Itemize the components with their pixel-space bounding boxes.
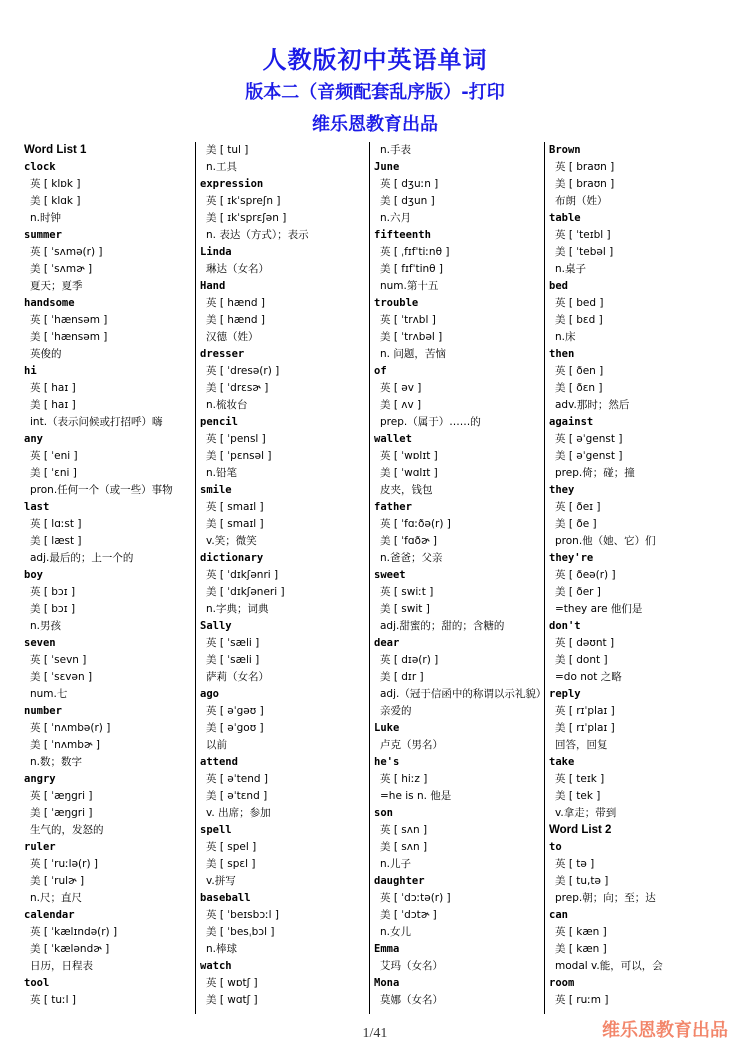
entry-line: 英 [ hiːz ] — [380, 773, 428, 785]
entry-line: 英 [ ˈeni ] — [30, 450, 78, 462]
entry-line: 美 [ əˈgoʊ ] — [206, 722, 264, 734]
entry-line: modal v.能，可以，会 — [555, 960, 663, 972]
entry-line: 英 [ ˈsæli ] — [206, 637, 260, 649]
entry-line: 美 [ hænd ] — [206, 314, 265, 326]
headword: handsome — [24, 297, 75, 309]
headword: bed — [549, 280, 568, 292]
headword: they're — [549, 552, 594, 564]
entry-line: 英 [ ruːm ] — [555, 994, 609, 1006]
entry-line: 英 [ bɔɪ ] — [30, 586, 76, 598]
headword: dear — [374, 637, 400, 649]
entry-line: 美 [ ˈrulɚ ] — [30, 875, 85, 887]
headword: he's — [374, 756, 400, 768]
column-1 — [20, 142, 196, 1014]
entry-line: 美 [ ðer ] — [555, 586, 601, 598]
entry-line: 英 [ ˈtrʌbl ] — [380, 314, 436, 326]
entry-line: 英 [ bed ] — [555, 297, 604, 309]
entry-line: 美 [ bɛd ] — [555, 314, 603, 326]
entry-line: 英 [ teɪk ] — [555, 773, 605, 785]
headword: ago — [200, 688, 219, 700]
headword: attend — [200, 756, 238, 768]
entry-line: 布朗（姓） — [555, 195, 608, 207]
entry-line: 美 [ kæn ] — [555, 943, 607, 955]
headword: ruler — [24, 841, 56, 853]
entry-line: 美 [ sʌn ] — [380, 841, 428, 853]
entry-line: 夏天；夏季 — [30, 280, 83, 292]
entry-line: 英 [ ˈnʌmbə(r) ] — [30, 722, 111, 734]
headword: calendar — [24, 909, 75, 921]
entry-line: 美 [ ˈæŋgri ] — [30, 807, 93, 819]
entry-line: 美 [ ˈdɪkʃəneri ] — [206, 586, 285, 598]
entry-line: =he is n. 他是 — [380, 790, 452, 802]
headword: fifteenth — [374, 229, 431, 241]
entry-line: n.手表 — [380, 144, 411, 156]
headword: son — [374, 807, 393, 819]
entry-line: 美 [ dont ] — [555, 654, 608, 666]
entry-line: 英 [ ˈteɪbl ] — [555, 229, 611, 241]
headword: Emma — [374, 943, 400, 955]
document-subtitle: 版本二（音频配套乱序版）-打印 — [245, 82, 505, 103]
entry-line: 英 [ kæn ] — [555, 926, 607, 938]
entry-line: 英 [ dʒuːn ] — [380, 178, 439, 190]
entry-line: 美 [ ˈsʌmɚ ] — [30, 263, 93, 275]
entry-line: 美 [ læst ] — [30, 535, 82, 547]
entry-line: 美 [ klɑk ] — [30, 195, 81, 207]
publisher-label: 维乐恩教育出品 — [312, 114, 438, 135]
entry-line: 英 [ əv ] — [380, 382, 422, 394]
entry-line: 萨莉（女名） — [206, 671, 269, 683]
headword: to — [549, 841, 562, 853]
entry-line: 美 [ ˈtebəl ] — [555, 246, 614, 258]
document-title: 人教版初中英语单词 — [262, 46, 488, 74]
entry-line: n.字典；词典 — [206, 603, 269, 615]
entry-line: 美 [ ˈsæli ] — [206, 654, 260, 666]
entry-line: 英 [ əˈgəʊ ] — [206, 705, 264, 717]
entry-line: 美 [ ˈtrʌbəl ] — [380, 331, 443, 343]
entry-line: 皮夹，钱包 — [380, 484, 433, 496]
page-number: 1/41 — [362, 1026, 388, 1041]
column-3 — [369, 142, 545, 1014]
entry-line: 英 [ ðeɪ ] — [555, 501, 601, 513]
headword: Luke — [374, 722, 400, 734]
entry-line: 美 [ bɔɪ ] — [30, 603, 76, 615]
headword: of — [374, 365, 387, 377]
entry-line: 美 [ əˈtɛnd ] — [206, 790, 268, 802]
headword: daughter — [374, 875, 425, 887]
entry-line: n.男孩 — [30, 620, 61, 632]
headword: Brown — [549, 144, 581, 156]
entry-line: 英 [ klɒk ] — [30, 178, 81, 190]
entry-line: 美 [ rɪˈplaɪ ] — [555, 722, 615, 734]
entry-line: n. 问题，苦恼 — [380, 348, 446, 360]
entry-line: adj.甜蜜的；甜的；含糖的 — [380, 620, 505, 632]
entry-line: 莫娜（女名） — [380, 994, 443, 1006]
entry-line: 美 [ tu,tə ] — [555, 875, 609, 887]
entry-line: n.尺；直尺 — [30, 892, 82, 904]
entry-line: 美 [ ðɛn ] — [555, 382, 603, 394]
entry-line: v.拿走；带到 — [555, 807, 617, 819]
entry-line: n.六月 — [380, 212, 411, 224]
entry-line: 英 [ tuːl ] — [30, 994, 76, 1006]
headword: smile — [200, 484, 232, 496]
headword: take — [549, 756, 575, 768]
headword: Linda — [200, 246, 232, 258]
word-list-columns — [20, 142, 730, 1014]
entry-line: 美 [ ˈdɔtɚ ] — [380, 909, 437, 921]
headword: wallet — [374, 433, 412, 445]
headword: expression — [200, 178, 264, 190]
entry-line: 生气的，发怒的 — [30, 824, 104, 836]
entry-line: 美 [ ˈpɛnsəl ] — [206, 450, 272, 462]
entry-line: 英 [ sʌn ] — [380, 824, 428, 836]
entry-line: 美 [ ˈhænsəm ] — [30, 331, 108, 343]
entry-line: 艾玛（女名） — [380, 960, 443, 972]
entry-line: 回答，回复 — [555, 739, 608, 751]
headword: clock — [24, 161, 56, 173]
entry-line: 美 [ tul ] — [206, 144, 249, 156]
entry-line: 英 [ ˈkælɪndə(r) ] — [30, 926, 118, 938]
headword: father — [374, 501, 412, 513]
entry-line: 英 [ ɪkˈspreʃn ] — [206, 195, 281, 207]
entry-line: n.梳妆台 — [206, 399, 248, 411]
entry-line: 美 [ ˈnʌmbɚ ] — [30, 739, 100, 751]
entry-line: prep.朝；向；至；达 — [555, 892, 656, 904]
entry-line: 英 [ swiːt ] — [380, 586, 434, 598]
headword: then — [549, 348, 575, 360]
entry-line: 美 [ swit ] — [380, 603, 430, 615]
entry-line: v.笑；微笑 — [206, 535, 257, 547]
entry-line: 美 [ smaɪl ] — [206, 518, 264, 530]
entry-line: 日历，日程表 — [30, 960, 93, 972]
entry-line: n.女儿 — [380, 926, 411, 938]
headword: June — [374, 161, 400, 173]
entry-line: 英 [ əˈtend ] — [206, 773, 268, 785]
headword: boy — [24, 569, 43, 581]
headword: sweet — [374, 569, 406, 581]
entry-line: 美 [ ʌv ] — [380, 399, 422, 411]
entry-line: 英 [ ˈdresə(r) ] — [206, 365, 280, 377]
entry-line: 英俊的 — [30, 348, 62, 360]
headword: dresser — [200, 348, 245, 360]
entry-line: 美 [ spɛl ] — [206, 858, 256, 870]
entry-line: 以前 — [206, 739, 227, 751]
entry-line: 英 [ ðen ] — [555, 365, 604, 377]
entry-line: 美 [ dʒun ] — [380, 195, 435, 207]
entry-line: n.床 — [555, 331, 576, 343]
headword: table — [549, 212, 581, 224]
definition-line: adj.（冠于信函中的称谓以示礼貌）亲爱的 — [380, 688, 542, 717]
entry-line: =they are 他们是 — [555, 603, 643, 615]
entry-line: 英 [ dɪə(r) ] — [380, 654, 439, 666]
entry-line: n.儿子 — [380, 858, 411, 870]
entry-line: 英 [ ˈsevn ] — [30, 654, 87, 666]
entry-line: 英 [ ˈdɪkʃənri ] — [206, 569, 279, 581]
entry-line: 琳达（女名） — [206, 263, 269, 275]
entry-line: pron.他（她、它）们 — [555, 535, 656, 547]
entry-line: 美 [ ˈdrɛsɚ ] — [206, 382, 269, 394]
entry-line: 美 [ braʊn ] — [555, 178, 615, 190]
entry-line: 英 [ ˌfɪfˈtiːnθ ] — [380, 246, 450, 258]
entry-line: int.（表示问候或打招呼）嗨 — [30, 416, 163, 428]
entry-line: adv.那时；然后 — [555, 399, 630, 411]
word-list-heading: Word List 2 — [549, 824, 612, 836]
entry-line: 美 [ ˈbesˌbɔl ] — [206, 926, 275, 938]
entry-line: 英 [ spel ] — [206, 841, 257, 853]
headword: angry — [24, 773, 56, 785]
headword: Hand — [200, 280, 226, 292]
headword: reply — [549, 688, 581, 700]
entry-line: 英 [ hænd ] — [206, 297, 265, 309]
entry-line: num.第十五 — [380, 280, 439, 292]
entry-line: 英 [ smaɪl ] — [206, 501, 264, 513]
entry-line: n.时钟 — [30, 212, 61, 224]
page-header — [0, 44, 750, 138]
entry-line: n.铅笔 — [206, 467, 237, 479]
headword: number — [24, 705, 62, 717]
headword: baseball — [200, 892, 251, 904]
entry-line: 英 [ ˈæŋgri ] — [30, 790, 93, 802]
entry-line: 美 [ ˈkæləndɚ ] — [30, 943, 110, 955]
entry-line: 汉德（姓） — [206, 331, 259, 343]
entry-line: v. 出席；参加 — [206, 807, 271, 819]
entry-line: 美 [ əˈgenst ] — [555, 450, 623, 462]
headword: Sally — [200, 620, 232, 632]
headword: against — [549, 416, 594, 428]
entry-line: 英 [ əˈgenst ] — [555, 433, 623, 445]
entry-line: 英 [ tə ] — [555, 858, 595, 870]
headword: last — [24, 501, 50, 513]
headword: room — [549, 977, 575, 989]
headword: pencil — [200, 416, 238, 428]
entry-line: =do not 之略 — [555, 671, 622, 683]
entry-line: 美 [ dɪr ] — [380, 671, 424, 683]
headword: tool — [24, 977, 50, 989]
entry-line: 英 [ ˈhænsəm ] — [30, 314, 108, 326]
entry-line: 英 [ rɪˈplaɪ ] — [555, 705, 615, 717]
entry-line: pron.任何一个（或一些）事物 — [30, 484, 173, 496]
entry-line: 英 [ ðeə(r) ] — [555, 569, 616, 581]
entry-line: 英 [ lɑːst ] — [30, 518, 82, 530]
column-2 — [195, 142, 369, 1014]
entry-line: 英 [ ˈsʌmə(r) ] — [30, 246, 103, 258]
entry-line: 美 [ ˈwɑlɪt ] — [380, 467, 438, 479]
entry-line: 英 [ dəʊnt ] — [555, 637, 615, 649]
entry-line: 英 [ braʊn ] — [555, 161, 615, 173]
entry-line: adj.最后的；上一个的 — [30, 552, 134, 564]
entry-line: 英 [ ˈfɑːðə(r) ] — [380, 518, 451, 530]
entry-line: prep.（属于）……的 — [380, 416, 481, 428]
entry-line: 美 [ ˈsɛvən ] — [30, 671, 93, 683]
headword: summer — [24, 229, 62, 241]
headword: trouble — [374, 297, 419, 309]
entry-line: v.拼写 — [206, 875, 236, 887]
column-4 — [544, 142, 730, 1014]
entry-line: n. 表达（方式）；表示 — [206, 229, 309, 241]
entry-line: prep.倚；碰；撞 — [555, 467, 635, 479]
entry-line: n.数；数字 — [30, 756, 82, 768]
headword: hi — [24, 365, 37, 377]
watermark-text: 维乐恩教育出品 — [602, 1020, 728, 1041]
entry-line: 美 [ ˈɛni ] — [30, 467, 77, 479]
entry-line: 英 [ haɪ ] — [30, 382, 76, 394]
headword: watch — [200, 960, 232, 972]
entry-line: 美 [ haɪ ] — [30, 399, 76, 411]
headword: any — [24, 433, 43, 445]
entry-line: 美 [ tek ] — [555, 790, 601, 802]
entry-line: 美 [ ðe ] — [555, 518, 597, 530]
entry-line: 美 [ wɑtʃ ] — [206, 994, 258, 1006]
headword: can — [549, 909, 568, 921]
entry-line: 英 [ ˈdɔːtə(r) ] — [380, 892, 451, 904]
entry-line: 美 [ ˈfɑðɚ ] — [380, 535, 437, 547]
entry-line: 英 [ ˈwɒlɪt ] — [380, 450, 438, 462]
entry-line: 英 [ ˈruːlə(r) ] — [30, 858, 98, 870]
word-list-heading: Word List 1 — [24, 144, 87, 156]
entry-line: n.棒球 — [206, 943, 237, 955]
entry-line: 卢克（男名） — [380, 739, 443, 751]
entry-line: n.工具 — [206, 161, 237, 173]
entry-line: n.桌子 — [555, 263, 586, 275]
headword: spell — [200, 824, 232, 836]
headword: dictionary — [200, 552, 264, 564]
headword: Mona — [374, 977, 400, 989]
headword: seven — [24, 637, 56, 649]
entry-line: 英 [ ˈbeɪsbɔːl ] — [206, 909, 279, 921]
entry-line: 美 [ ɪkˈsprɛʃən ] — [206, 212, 287, 224]
entry-line: num.七 — [30, 688, 68, 700]
entry-line: 英 [ wɒtʃ ] — [206, 977, 258, 989]
entry-line: 英 [ ˈpensl ] — [206, 433, 266, 445]
headword: they — [549, 484, 575, 496]
entry-line: n.爸爸；父亲 — [380, 552, 443, 564]
entry-line: 美 [ fɪfˈtinθ ] — [380, 263, 443, 275]
headword: don't — [549, 620, 581, 632]
